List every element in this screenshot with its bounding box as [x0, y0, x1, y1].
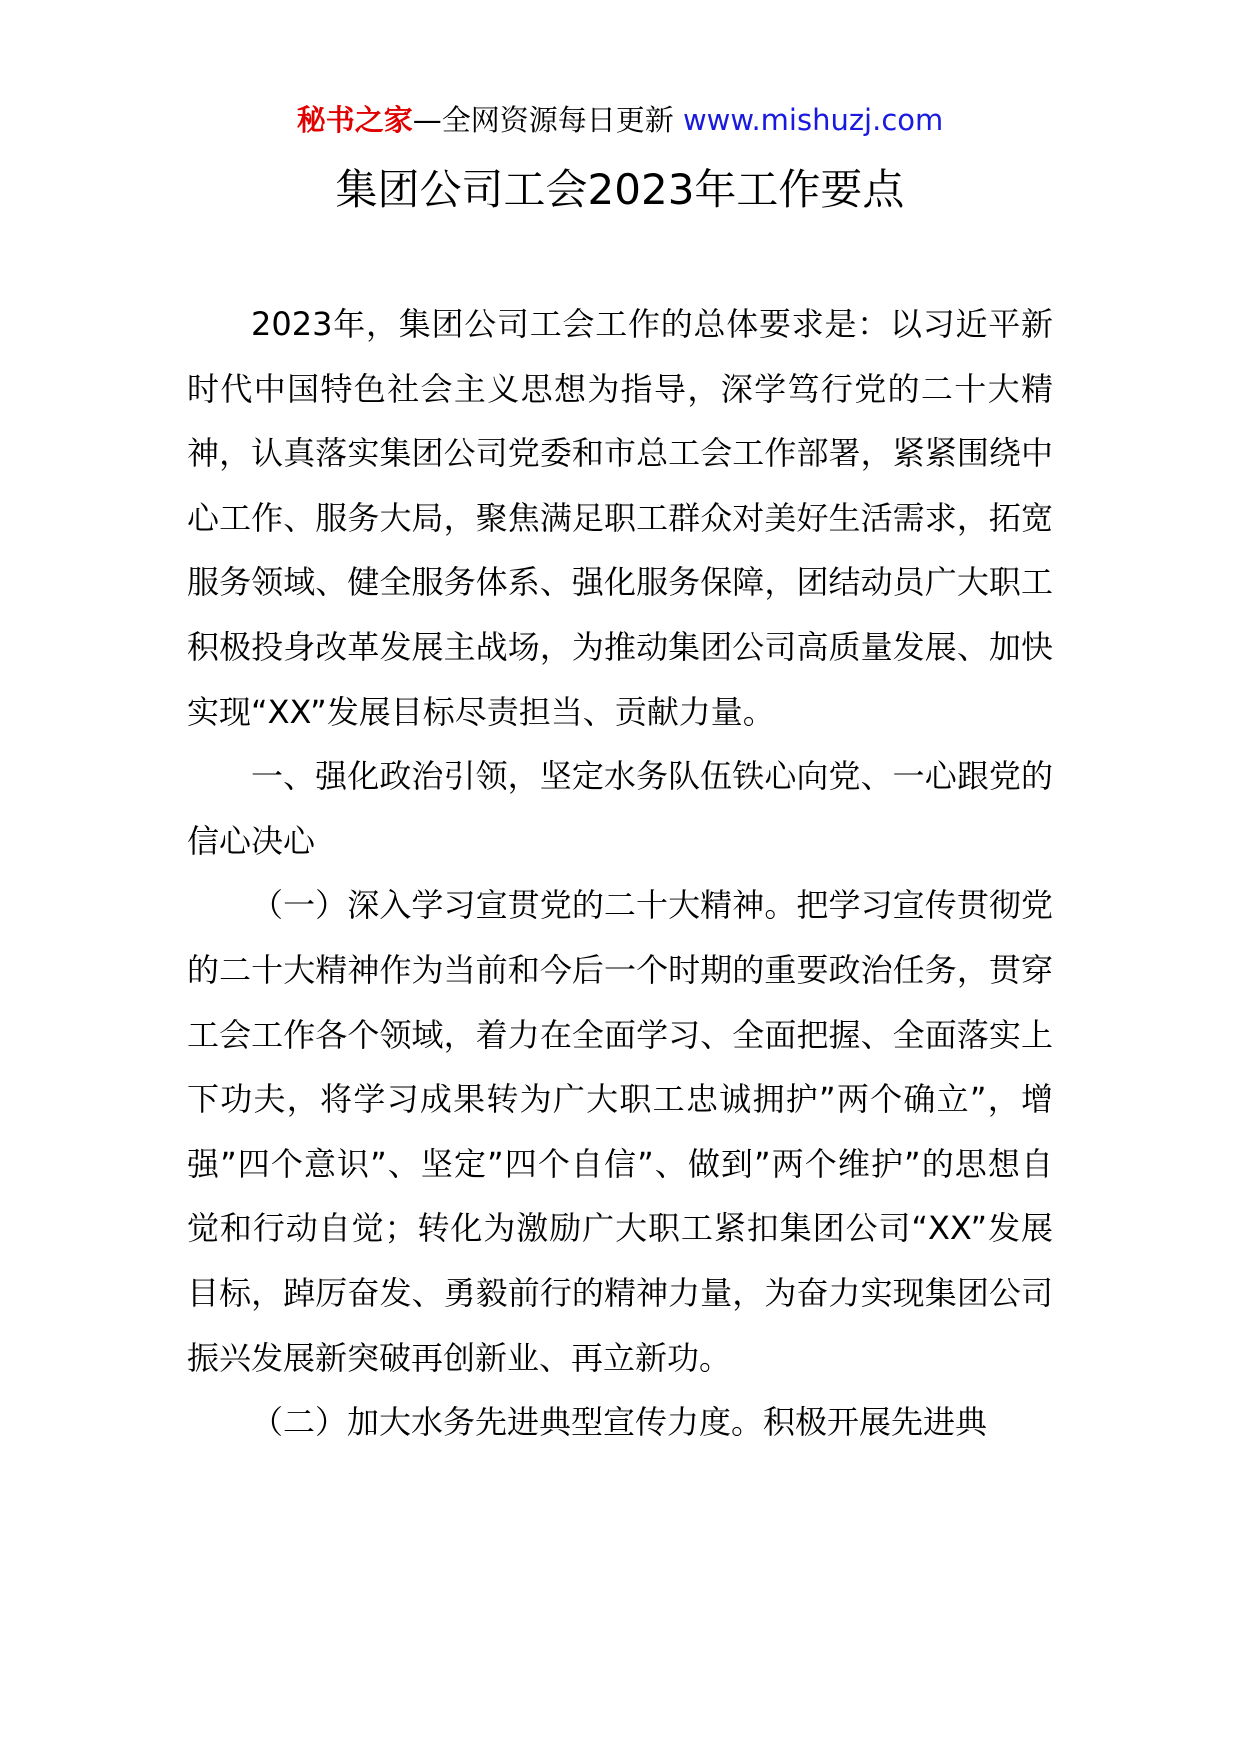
paragraph-item-1: （一）深入学习宣贯党的二十大精神。把学习宣传贯彻党的二十大精神作为当前和今后一个时期的重要政治任务，贯穿工会工作各个领域，着力在全面学习、全面把握、全面落实上下功夫，将学习成果转为广大职工忠诚拥护”两个确立”，增强”四个意识”、坚定”四个自信”、做到”两个维护”的思想自觉和行动自觉；转化为激励广大职工紧扣集团公司“XX”发展目标，踔厉奋发、勇毅前行的精神力量，为奋力实现集团公司振兴发展新突破再创新业、再立新功。: [187, 886, 1053, 1377]
site-header: [0, 100, 1240, 140]
document-title: 集团公司工会2023年工作要点: [335, 165, 905, 214]
site-url-link[interactable]: www.mishuzj.com: [682, 103, 944, 137]
brand-name: 秘书之家: [296, 103, 413, 137]
section-heading-1: 一、强化政治引领，坚定水务队伍铁心向党、一心跟党的信心决心: [187, 757, 1053, 860]
paragraph-intro: 2023年，集团公司工会工作的总体要求是：以习近平新时代中国特色社会主义思想为指导，深学笃行党的二十大精神，认真落实集团公司党委和市总工会工作部署，紧紧围绕中心工作、服务大局，聚焦满足职工群众对美好生活需求，拓宽服务领域、健全服务体系、强化服务保障，团结动员广大职工积极投身改革发展主战场，为推动集团公司高质量发展、加快实现“XX”发展目标尽责担当、贡献力量。: [187, 305, 1053, 731]
paragraph-item-2: （二）加大水务先进典型宣传力度。积极开展先进典: [251, 1403, 988, 1442]
document-body: [187, 292, 1053, 1455]
header-tagline: —全网资源每日更新: [412, 103, 683, 137]
